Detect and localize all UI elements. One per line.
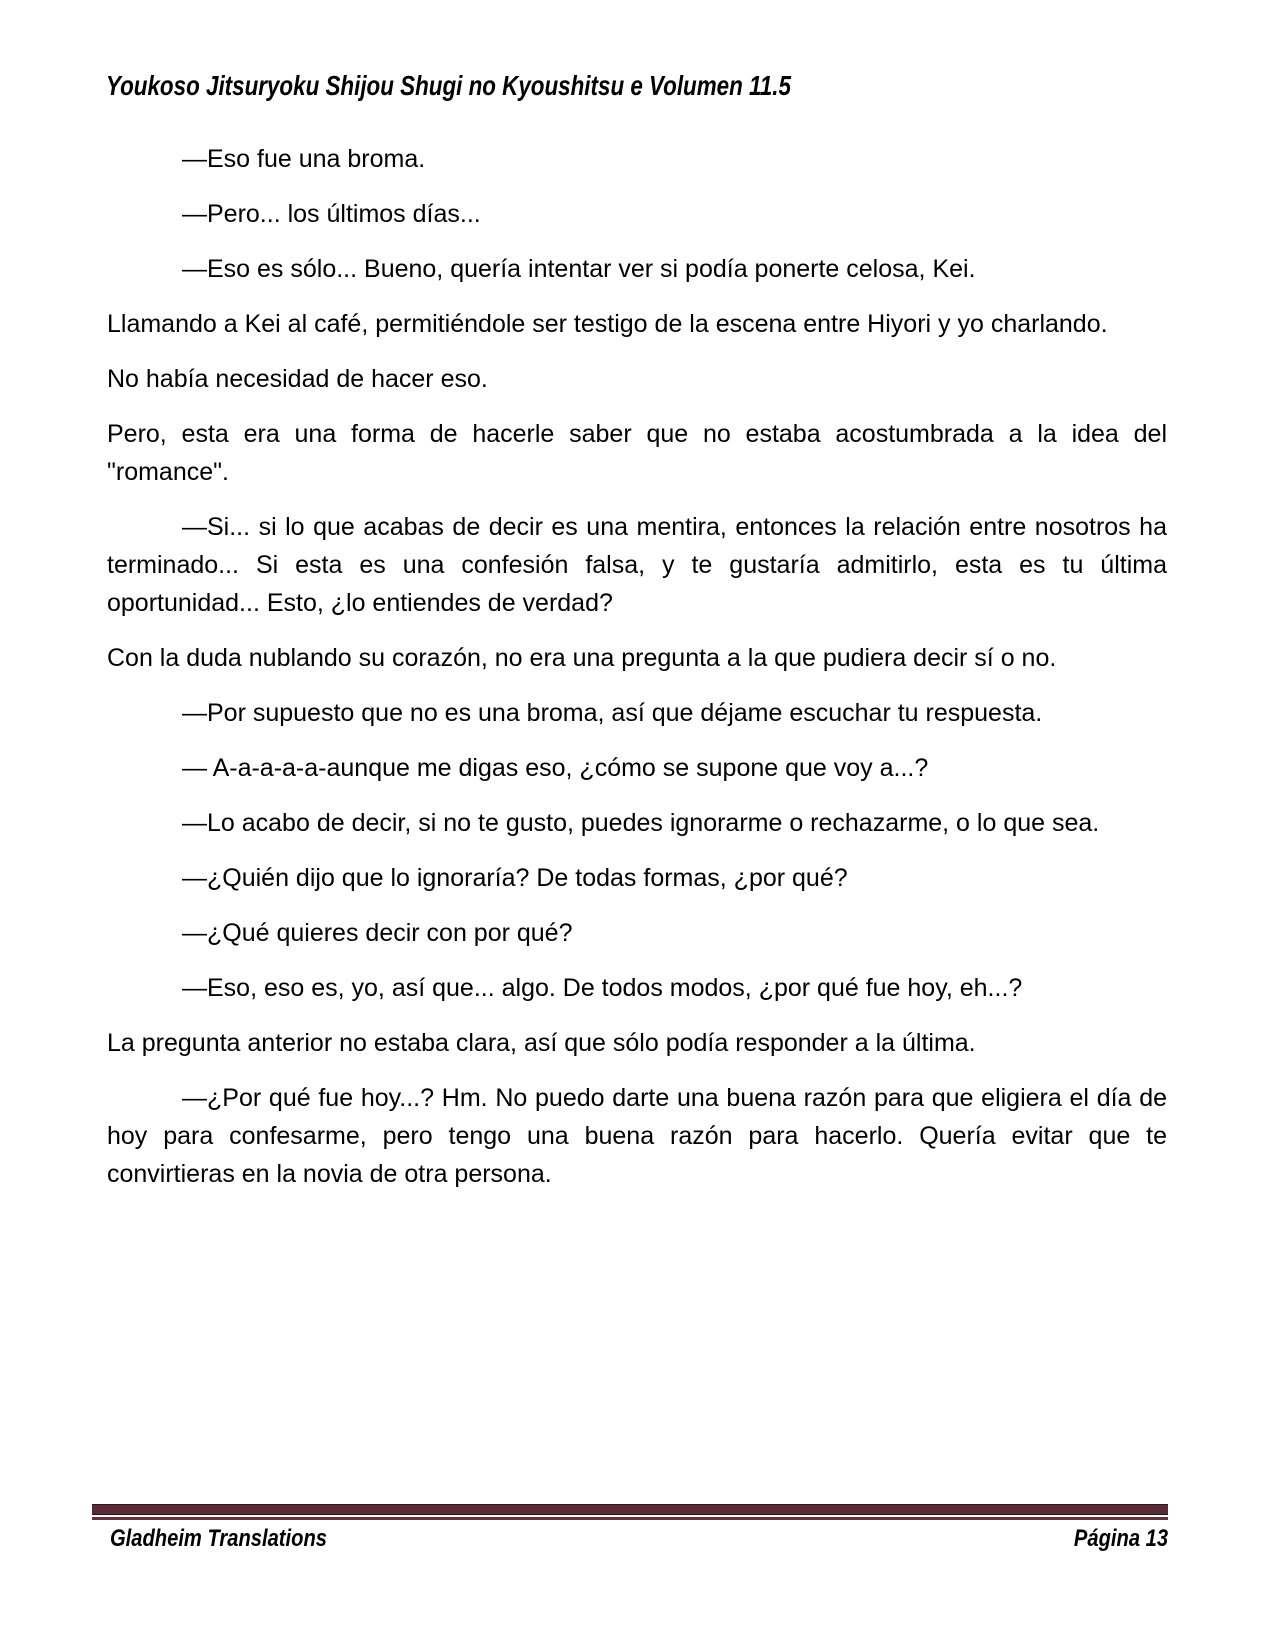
footer-rule-thin-line: [92, 1517, 1168, 1520]
footer-rule-thick-line: [92, 1504, 1168, 1515]
paragraph: — A-a-a-a-a-aunque me digas eso, ¿cómo se supone que voy a...?: [182, 754, 929, 782]
paragraph: Pero, esta era una forma de hacerle saber que no estaba acostumbrada a la idea del "romance".: [107, 420, 1167, 486]
footer-rule: [92, 1504, 1168, 1520]
paragraph: —¿Por qué fue hoy...? Hm. No puedo darte una buena razón para que eligiera el día de hoy para confesarme, pero tengo una buena razón para hacerlo. Quería evitar que te convirtieras en la novia de otra persona.: [107, 1084, 1167, 1188]
document-body: [107, 140, 1167, 1210]
paragraph: No había necesidad de hacer eso.: [107, 365, 488, 393]
paragraph: Con la duda nublando su corazón, no era una pregunta a la que pudiera decir sí o no.: [107, 644, 1057, 672]
paragraph: —Eso fue una broma.: [182, 145, 426, 173]
page-footer: [92, 1504, 1168, 1553]
paragraph: —Por supuesto que no es una broma, así que déjame escuchar tu respuesta.: [182, 699, 1043, 727]
paragraph: La pregunta anterior no estaba clara, así que sólo podía responder a la última.: [107, 1029, 976, 1057]
paragraph: —Si... si lo que acabas de decir es una mentira, entonces la relación entre nosotros ha terminado... Si esta es una confesión falsa, y te gustaría admitirlo, esta es tu última oportunidad... Esto, ¿lo entiendes de verdad?: [107, 513, 1167, 617]
footer-translator-credit: Gladheim Translations: [110, 1525, 327, 1552]
paragraph: —Pero... los últimos días...: [182, 200, 481, 228]
paragraph: —¿Quién dijo que lo ignoraría? De todas formas, ¿por qué?: [182, 864, 848, 892]
footer-text-row: [92, 1525, 1168, 1553]
paragraph: —Eso es sólo... Bueno, quería intentar ver si podía ponerte celosa, Kei.: [182, 255, 976, 283]
paragraph: —Lo acabo de decir, si no te gusto, puedes ignorarme o rechazarme, o lo que sea.: [182, 809, 1100, 837]
footer-page-number: Página 13: [1073, 1525, 1168, 1552]
page-header-title: Youkoso Jitsuryoku Shijou Shugi no Kyoushitsu e Volumen 11.5: [106, 70, 791, 101]
paragraph: —Eso, eso es, yo, así que... algo. De todos modos, ¿por qué fue hoy, eh...?: [182, 974, 1023, 1002]
paragraph: —¿Qué quieres decir con por qué?: [182, 919, 573, 947]
page-header: [106, 70, 1167, 102]
paragraph: Llamando a Kei al café, permitiéndole ser testigo de la escena entre Hiyori y yo charlando.: [107, 310, 1108, 338]
